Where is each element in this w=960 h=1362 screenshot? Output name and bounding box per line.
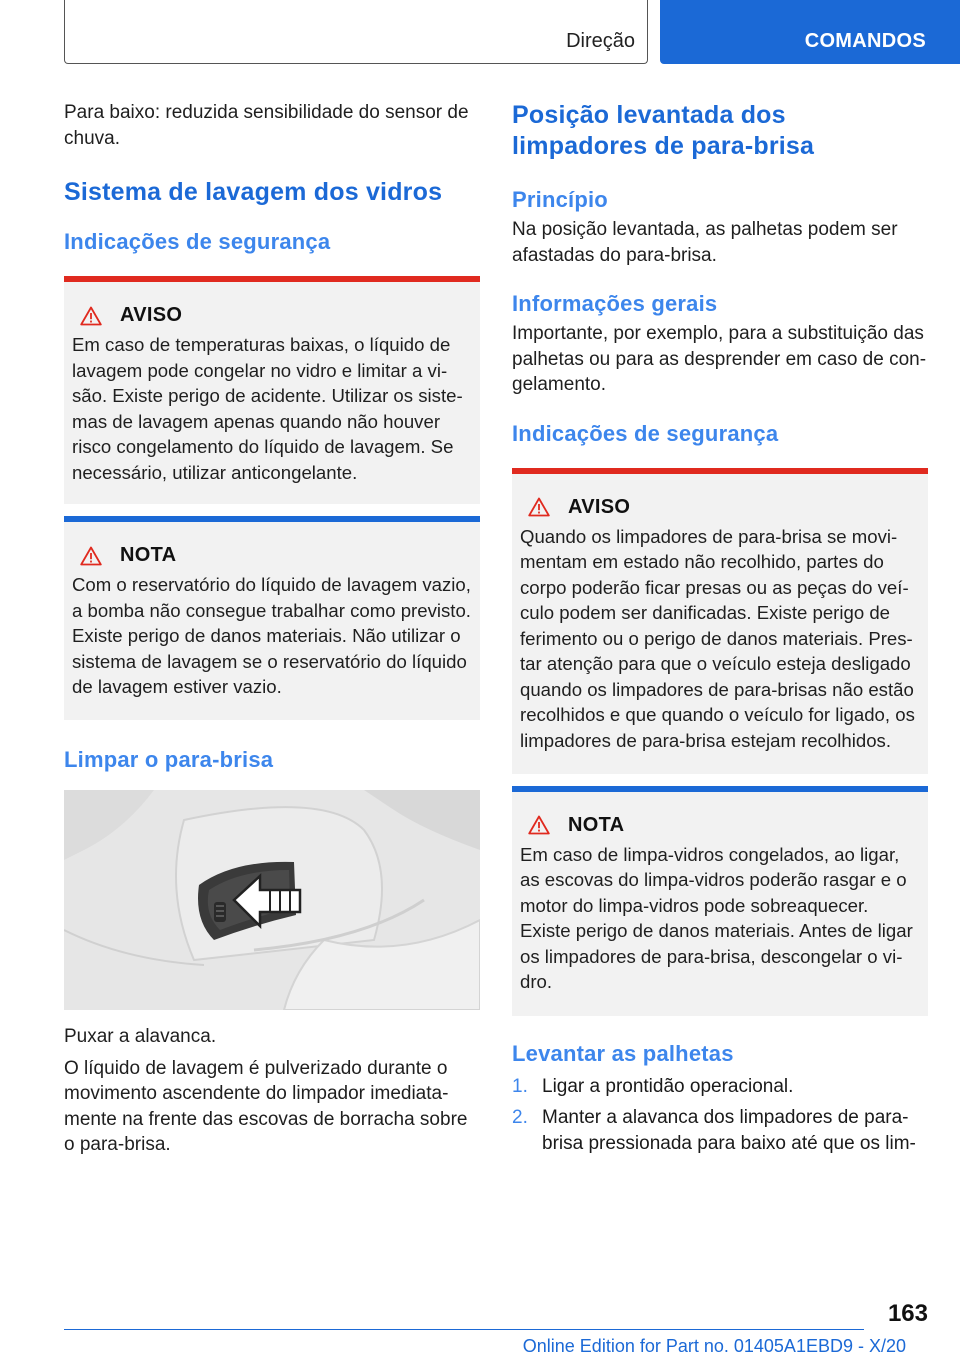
intro-text: Para baixo: reduzida sensibilidade do sensor de chuva. [64,102,469,149]
heading-principio: Princípio [512,187,608,212]
heading-posicao: Posição levantada dos limpadores de para-brisa [512,101,815,160]
warning-triangle-icon [80,306,102,326]
heading-seguranca-left: Indicações de segurança [64,229,331,254]
header-section-tab [64,0,648,64]
heading-info: Informações gerais [512,291,718,316]
caution-triangle-icon [528,815,550,835]
header-chapter-tab [660,0,960,64]
footer-divider [64,1329,864,1330]
page-number: 163 [887,1300,928,1327]
heading-levantar: Levantar as palhetas [512,1040,734,1066]
edition-text: Online Edition for Part no. 01405A1EBD9 - X/20 [522,1336,906,1356]
aviso-box-right [512,468,928,774]
principio-text: Na posição levantada, as palhetas podem ser afastadas do para-brisa. [512,219,898,266]
header-section-title: Direção [566,30,635,52]
step-text: Ligar a prontidão operacional. [542,1075,794,1097]
aviso-text-right: Quando os limpadores de para-brisa se movimentam em estado não recolhido, partes do corpo poderão ficar presas ou as peças do veículo podem ser danificadas. Existe perigo de ferimento ou o perigo de danos materiais. Prestar atenção para que o veículo esteja desligado quando os limpadores de para-brisas não estão recolhidos e que quando o veículo for ligado, os limpadores de para-brisa estejam recolhidos. [520,525,915,751]
aviso-title-right: AVISO [568,495,631,518]
nota-box-right [512,786,928,1016]
heading-lavagem: Sistema de lavagem dos vidros [64,178,443,206]
step-text: Manter a alavanca dos limpadores de para-brisa pressionada para baixo até que os lim- [542,1107,916,1154]
list-item [512,1105,928,1156]
info-text: Importante, por exemplo, para a substituição das palhetas ou para as desprender em caso de congelamento. [512,323,927,395]
wiper-lever-illustration [64,790,480,1010]
limpar-step-2: O líquido de lavagem é pulverizado durante o movimento ascendente do limpador imediatamente na frente das escovas de borracha sobre o para-brisa. [64,1057,468,1155]
nota-box-left [64,516,480,720]
list-item [512,1074,928,1100]
nota-text-right: Em caso de limpa-vidros congelados, ao ligar, as escovas do limpa-vidros poderão rasgar e o motor do limpa-vidros pode sobreaquecer. Existe perigo de danos materiais. Antes de ligar os limpadores de para-brisa, descongelar o vidro. [520,843,913,992]
aviso-box-left [64,276,480,504]
header-chapter-title: COMANDOS [804,30,926,52]
step-number: 1. [512,1075,528,1097]
left-column [64,100,480,1158]
aviso-text-left: Em caso de temperaturas baixas, o líquido de lavagem pode congelar no vidro e limitar a visão. Existe perigo de acidente. Utilizar os sistemas de lavagem apenas quando não houver risco congelamento do líquido de lavagem. Se necessário, utilizar anticongelante. [72,334,463,483]
wiper-lever-photo [64,790,480,1010]
nota-text-left: Com o reservatório do líquido de lavagem vazio, a bomba não consegue trabalhar como previsto. Existe perigo de danos materiais. Não utilizar o sistema de lavagem se o reservatório do líquido de lavagem estiver vazio. [72,574,471,697]
right-column [512,100,928,1156]
warning-triangle-icon [528,497,550,517]
step-number: 2. [512,1107,528,1128]
levantar-steps [512,1074,928,1157]
heading-seguranca-right: Indicações de segurança [512,420,779,446]
heading-limpar: Limpar o para-brisa [64,747,274,772]
limpar-step-1: Puxar a alavanca. [64,1026,217,1047]
nota-title-left: NOTA [120,544,177,566]
nota-title-right: NOTA [568,813,625,836]
caution-triangle-icon [80,546,102,566]
aviso-title-left: AVISO [120,304,183,326]
